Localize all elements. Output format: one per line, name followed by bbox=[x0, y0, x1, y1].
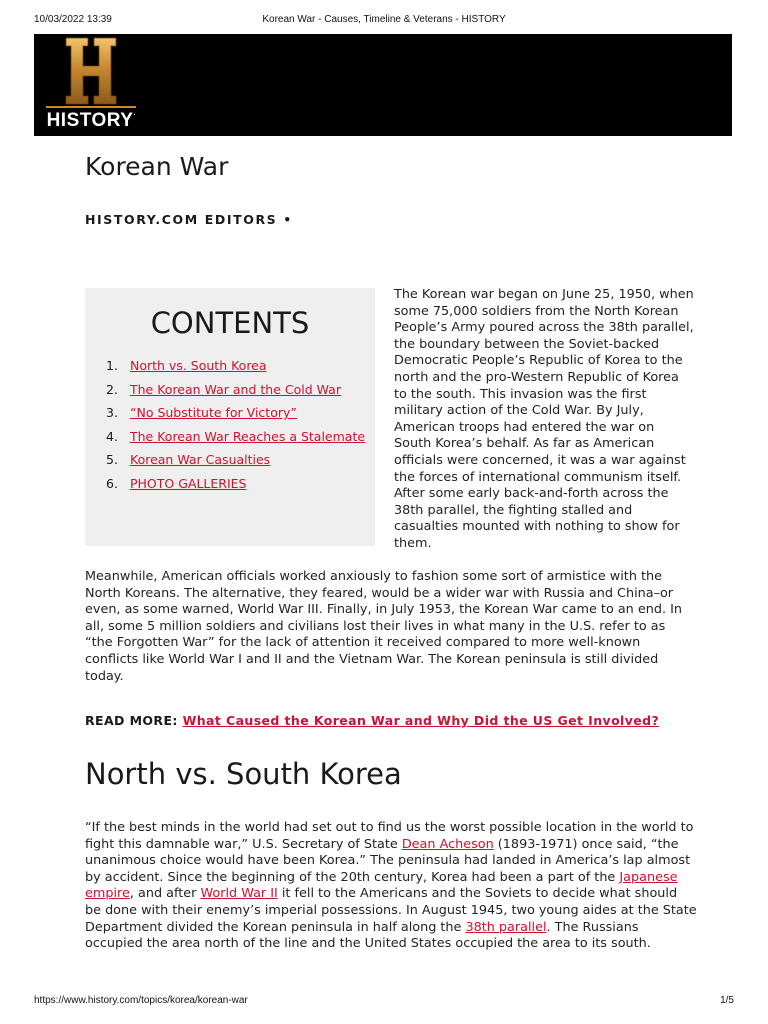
contents-link-photo-galleries[interactable]: PHOTO GALLERIES bbox=[130, 475, 247, 491]
contents-item-number: 2. bbox=[106, 381, 118, 397]
contents-title: CONTENTS bbox=[150, 306, 310, 340]
contents-item bbox=[85, 358, 375, 375]
contents-item bbox=[85, 405, 375, 422]
read-more bbox=[85, 713, 659, 728]
section-paragraph bbox=[85, 820, 697, 953]
contents-item-number: 3. bbox=[106, 405, 118, 420]
world-war-ii-link[interactable]: World War II bbox=[200, 886, 278, 902]
contents-item-number: 5. bbox=[106, 452, 118, 467]
byline: HISTORY.COM EDITORS • bbox=[85, 212, 293, 227]
print-header bbox=[34, 14, 734, 28]
intro-paragraph-1: The Korean war began on June 25, 1950, when some 75,000 soldiers from the North Korean People’s Army poured across the 38th parallel, the boundary between the Soviet-backed Democratic People’s Republic of Korea to the north and the pro-Western Republic of Korea to the south. This invasion was the first military action of the Cold War. By July, American troops had entered the war on South Korea’s behalf. As far as American officials were concerned, it was a war against the forces of international communism itself. After some early back-and-forth across the 38th parallel, the fighting stalled and casualties mounted with nothing to show for them. bbox=[394, 287, 694, 551]
section-text: . The Russians occupied the area north of the line and the United States occupied the area to its south. bbox=[85, 919, 651, 952]
contents-link-cold-war[interactable]: The Korean War and the Cold War bbox=[130, 381, 341, 397]
print-date: 10/03/2022 13:39 bbox=[34, 14, 112, 25]
contents-box bbox=[85, 288, 375, 546]
read-more-link[interactable]: What Caused the Korean War and Why Did the US Get Involved? bbox=[182, 713, 660, 728]
intro-paragraph-2: Meanwhile, American officials worked anxiously to fashion some sort of armistice with the North Koreans. The alternative, they feared, would be a wider war with Russia and China–or even, as some warned, World War III. Finally, in July 1953, the Korean War came to an end. In all, some 5 million soldiers and civilians lost their lives in what many in the U.S. refer to as “the Forgotten War” for the lack of attention it received compared to more well-known conflicts like World War I and II and the Vietnam War. The Korean peninsula is still divided today. bbox=[85, 569, 682, 684]
contents-link-no-substitute[interactable]: “No Substitute for Victory” bbox=[130, 405, 297, 420]
document-title: Korean War - Causes, Timeline & Veterans - HISTORY bbox=[262, 14, 506, 25]
contents-item bbox=[85, 476, 375, 493]
page-title: Korean War bbox=[85, 152, 229, 181]
logo-text: HISTORY bbox=[46, 110, 134, 131]
contents-link-north-vs-south[interactable]: North vs. South Korea bbox=[130, 358, 267, 373]
section-text: , and after bbox=[129, 886, 201, 902]
contents-link-stalemate[interactable]: The Korean War Reaches a Stalemate bbox=[130, 428, 366, 444]
page-url: https://www.history.com/topics/korea/korean-war bbox=[34, 995, 248, 1006]
page-indicator: 1/5 bbox=[720, 995, 734, 1006]
contents-item bbox=[85, 429, 375, 446]
contents-item-number: 6. bbox=[106, 475, 118, 491]
contents-item-number: 4. bbox=[106, 428, 118, 444]
section-text: “If the best minds in the world had set out to find us the worst possible location in the world to fight this damnable war,” U.S. Secretary of State bbox=[85, 820, 694, 852]
dean-acheson-link[interactable]: Dean Acheson bbox=[401, 836, 494, 852]
38th-parallel-link[interactable]: 38th parallel bbox=[465, 919, 547, 935]
read-more-label: READ MORE: bbox=[85, 713, 178, 728]
section-heading: North vs. South Korea bbox=[85, 757, 402, 791]
japanese-empire-link[interactable]: Japanese empire bbox=[85, 869, 678, 902]
contents-item bbox=[85, 382, 375, 399]
contents-item-number: 1. bbox=[106, 358, 118, 373]
print-footer bbox=[34, 995, 734, 1009]
contents-item bbox=[85, 452, 375, 469]
contents-link-casualties[interactable]: Korean War Casualties bbox=[130, 452, 271, 467]
site-header bbox=[34, 34, 732, 136]
contents-list bbox=[85, 358, 375, 499]
logo-wordmark bbox=[38, 110, 144, 132]
section-text: (1893-1971) once said, “the unanimous choice would have been Korea.” The peninsula had landed in America’s lap almost by accident. Since the beginning of the 20th century, Korea had been a part of the bbox=[85, 836, 691, 885]
section-text: it fell to the Americans and the Soviets to decide what should be done with their enemy’s imperial possessions. In August 1945, two young aides at the State Department divided the Korean peninsula in half along the bbox=[85, 886, 697, 935]
logo-trademark: . bbox=[133, 110, 136, 117]
